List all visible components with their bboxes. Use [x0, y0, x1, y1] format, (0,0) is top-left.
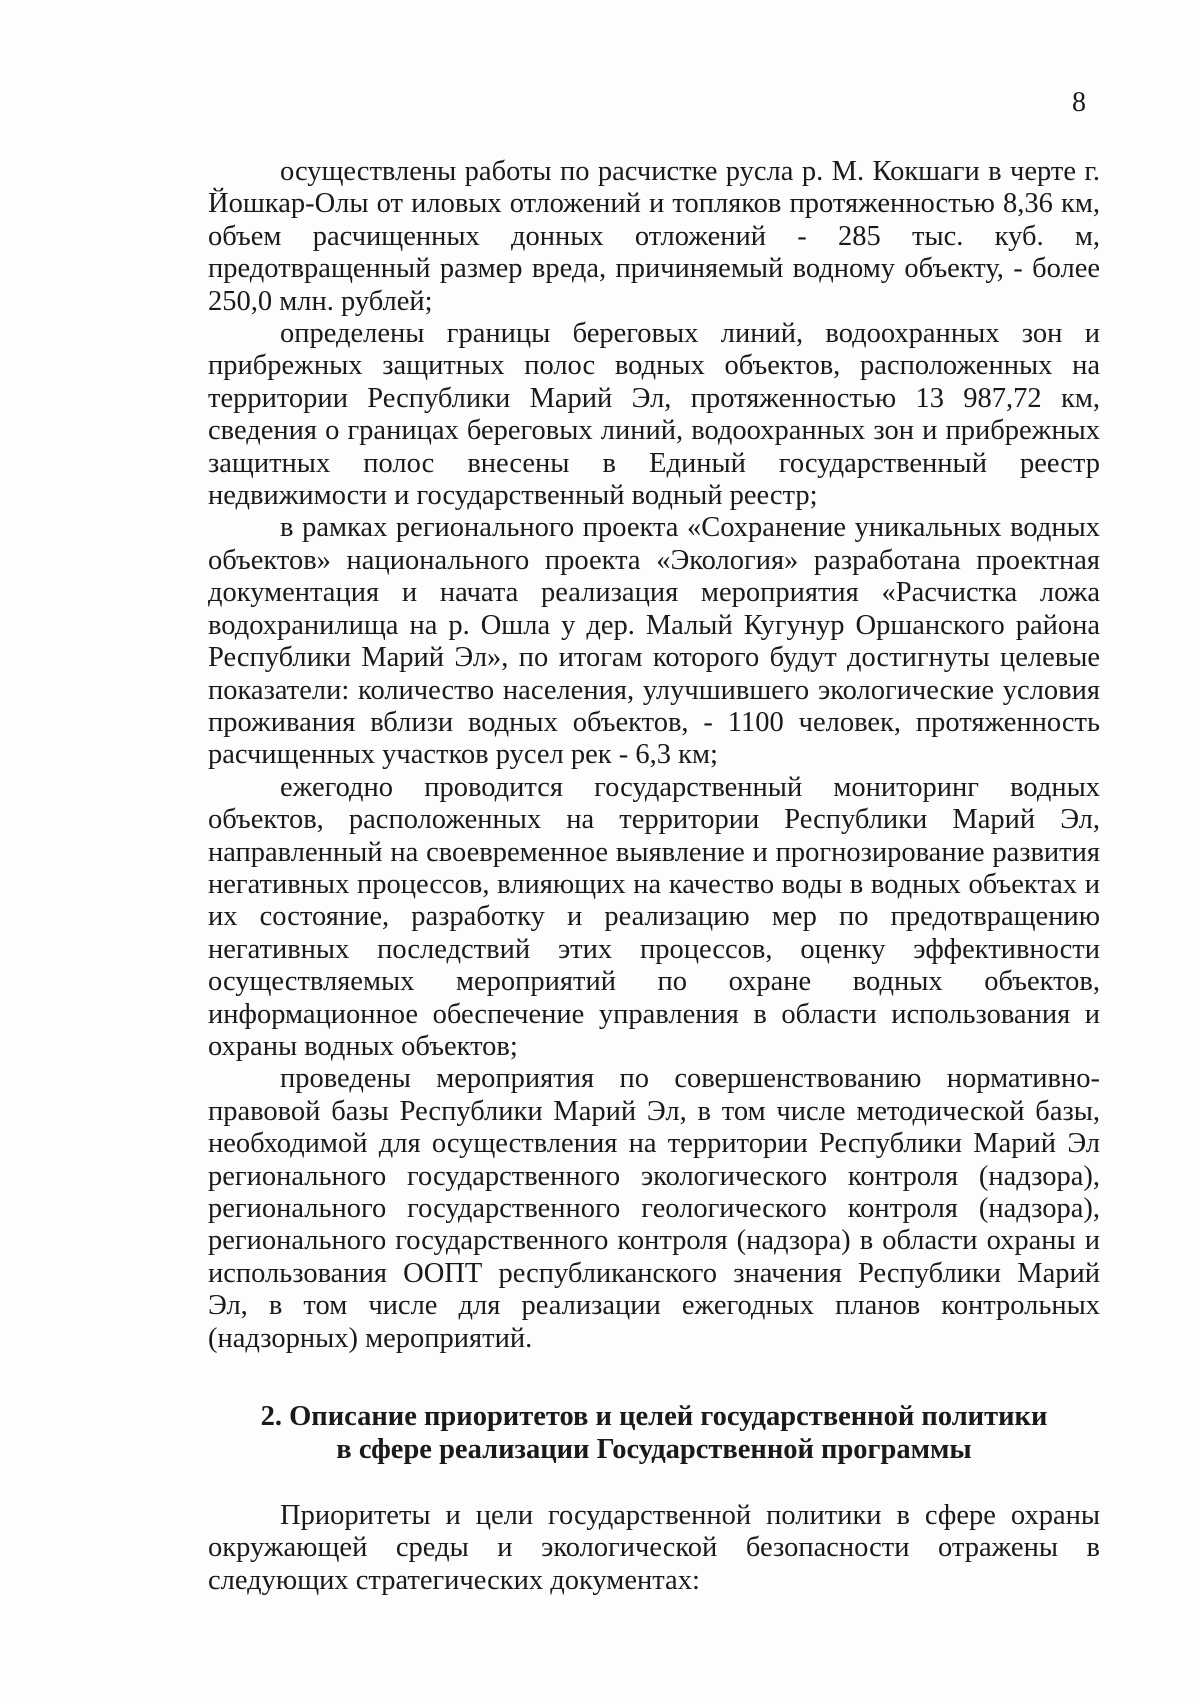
body-text	[208, 156, 1100, 1355]
paragraph-regulatory-base: проведены мероприятия по совершенствованию нормативно-правовой базы Республики Марий Эл, в том числе методической базы, необходимой для осуществления на территории Республики Марий Эл регионального государственного экологического контроля (надзора), регионального государственного геологического контроля (надзора), регионального государственного контроля (надзора) в области охраны и использования ООПТ республиканского значения Республики Марий Эл, в том числе для реализации ежегодных планов контрольных (надзорных) мероприятий.	[208, 1063, 1100, 1354]
section-heading	[208, 1400, 1100, 1466]
paragraph-regional-project: в рамках регионального проекта «Сохранение уникальных водных объектов» национального проекта «Экология» разработана проектная документация и начата реализация мероприятия «Расчистка ложа водохранилища на р. Ошла у дер. Малый Кугунур Оршанского района Республики Марий Эл», по итогам которого будут достигнуты целевые показатели: количество населения, улучшившего экологические условия проживания вблизи водных объектов, - 1100 человек, протяженность расчищенных участков русел рек - 6,3 км;	[208, 512, 1100, 771]
paragraph-shoreline-boundaries: определены границы береговых линий, водоохранных зон и прибрежных защитных полос водных объектов, расположенных на территории Республики Марий Эл, протяженностью 13 987,72 км, сведения о границах береговых линий, водоохранных зон и прибрежных защитных полос внесены в Единый государственный реестр недвижимости и государственный водный реестр;	[208, 318, 1100, 512]
section-heading-line-2: в сфере реализации Государственной программы	[336, 1434, 972, 1465]
section-heading-line-1: 2. Описание приоритетов и целей государственной политики	[260, 1401, 1048, 1432]
paragraph-water-monitoring: ежегодно проводится государственный мониторинг водных объектов, расположенных на территории Республики Марий Эл, направленный на своевременное выявление и прогнозирование развития негативных процессов, влияющих на качество воды в водных объектах и их состояние, разработку и реализацию мер по предотвращению негативных последствий этих процессов, оценку эффективности осуществляемых мероприятий по охране водных объектов, информационное обеспечение управления в области использования и охраны водных объектов;	[208, 771, 1100, 1062]
paragraph-river-cleanup: осуществлены работы по расчистке русла р. М. Кокшаги в черте г. Йошкар-Олы от иловых отложений и топляков протяженностью 8,36 км, объем расчищенных донных отложений - 285 тыс. куб. м, предотвращенный размер вреда, причиняемый водному объекту, - более 250,0 млн. рублей;	[208, 156, 1100, 317]
intro-text	[208, 1500, 1100, 1597]
paragraph-priorities-intro: Приоритеты и цели государственной политики в сфере охраны окружающей среды и экологической безопасности отражены в следующих стратегических документах:	[208, 1500, 1100, 1596]
page-number: 8	[1072, 87, 1086, 118]
